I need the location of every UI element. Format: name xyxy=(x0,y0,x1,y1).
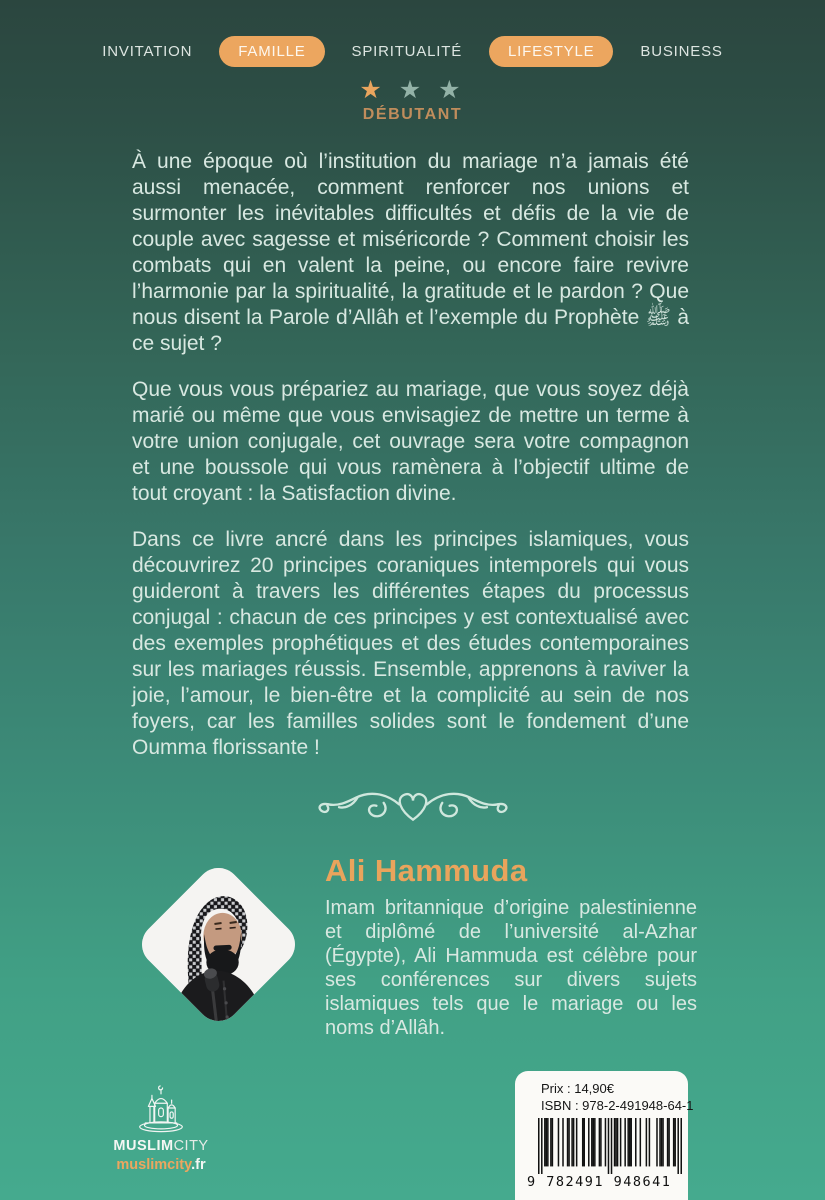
heart-flourish-icon xyxy=(0,786,825,827)
tab-lifestyle: LIFESTYLE xyxy=(489,36,613,67)
author-photo xyxy=(133,859,304,1030)
tab-famille: FAMILLE xyxy=(219,36,324,67)
category-tabs xyxy=(0,36,825,67)
tab-invitation: INVITATION xyxy=(102,43,193,60)
isbn-label: ISBN : 978-2-491948-64-1 xyxy=(541,1098,694,1113)
tab-business: BUSINESS xyxy=(640,43,723,60)
publisher-website: muslimcity.fr xyxy=(116,1157,206,1173)
ean13-barcode xyxy=(538,1118,682,1174)
synopsis-paragraph-2: Que vous vous prépariez au mariage, que vous soyez déjà marié ou même que vous envisagiez de mettre un terme à votre union conjugale, cet ouvrage sera votre compagnon et une boussole qui vous ramènera à l’objectif ultime de tout croyant : la Satisfaction divine. xyxy=(132,378,689,505)
barcode-digits: 9 782491 948641 xyxy=(527,1174,672,1190)
difficulty-level xyxy=(0,78,825,124)
star-icon: ★ xyxy=(438,76,466,104)
star-icon: ★ xyxy=(359,76,387,104)
price-label: Prix : 14,90€ xyxy=(541,1081,614,1096)
tab-spiritualite: SPIRITUALITÉ xyxy=(351,43,463,60)
publisher-name: MUSLIMCITY xyxy=(113,1138,209,1154)
star-rating xyxy=(0,78,825,103)
star-icon: ★ xyxy=(398,76,427,104)
muslimcity-castle-icon xyxy=(131,1082,191,1134)
synopsis-paragraph-3: Dans ce livre ancré dans les principes islamiques, vous découvrirez 20 principes coraniques intemporels qui vous guideront à travers les différentes étapes du processus conjugal : chacun de ces principes y est contextualisé avec des exemples prophétiques et des études contemporaines sur les mariages réussis. Ensemble, apprenons à raviver la joie, l’amour, le bien-être et la complicité au sein de nos foyers, car les familles solides sont le fondement d’une Oumma florissante ! xyxy=(132,528,689,759)
synopsis xyxy=(132,149,689,781)
level-label: DÉBUTANT xyxy=(362,106,463,123)
price-isbn-label xyxy=(515,1071,694,1200)
author-bio: Imam britannique d’origine palestinienne et diplômé de l’université al-Azhar (Égypte), Ali Hammuda est célèbre pour ses conférences sur divers sujets islamiques tels que le mariage ou les noms d’Allâh. xyxy=(325,897,697,1039)
author-name: Ali Hammuda xyxy=(325,853,528,888)
publisher-block xyxy=(106,1082,216,1173)
synopsis-paragraph-1: À une époque où l’institution du mariage n’a jamais été aussi menacée, comment renforcer nos unions et surmonter les inévitables difficultés et défis de la vie de couple avec sagesse et miséricorde ? Comment choisir les combats qui en valent la peine, ou encore faire revivre l’harmonie par la spiritualité, la gratitude et le pardon ? Que nous disent la Parole d’Allâh et l’exemple du Prophète ﷺ à ce sujet ? xyxy=(132,150,690,355)
